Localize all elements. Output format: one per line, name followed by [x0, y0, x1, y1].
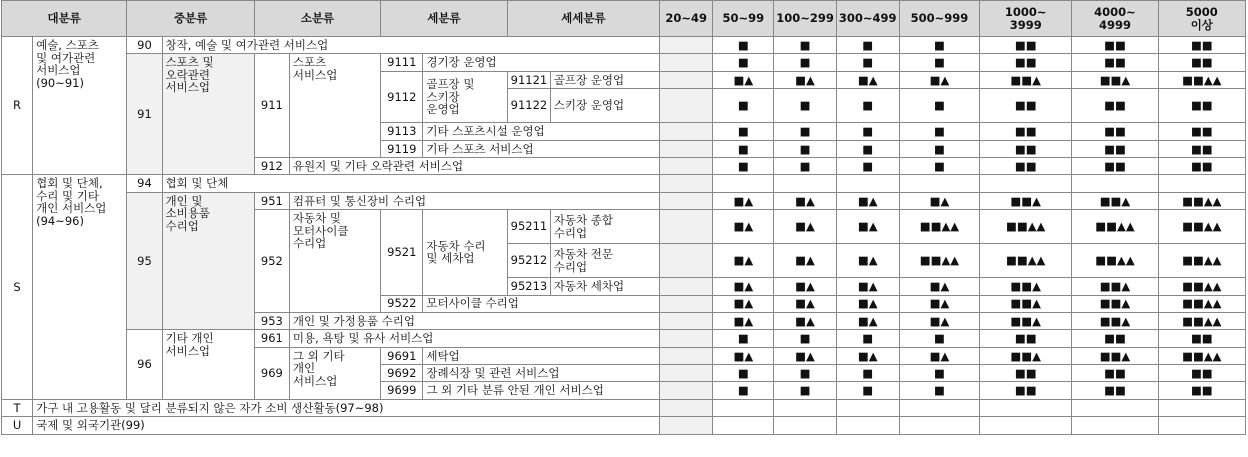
subdetail-label: 스키장 운영업: [550, 89, 659, 123]
detail-label: 장례식장 및 관련 서비스업: [423, 365, 660, 382]
size-mark-cell: ■: [836, 37, 899, 54]
size-mark-cell: ■: [899, 37, 979, 54]
size-mark-cell: [660, 192, 713, 209]
detail-label: 경기장 운영업: [423, 54, 660, 71]
size-mark-cell: [1158, 399, 1245, 416]
size-mark-cell: ■: [713, 330, 774, 347]
size-mark-cell: ■▲: [899, 192, 979, 209]
size-mark-cell: ■: [899, 54, 979, 71]
mid-label: 협회 및 단체: [162, 175, 660, 192]
size-mark-cell: ■: [836, 382, 899, 399]
size-mark-cell: [660, 399, 713, 416]
size-mark-cell: ■: [713, 54, 774, 71]
size-mark-cell: ■■▲: [1072, 71, 1158, 88]
size-mark-cell: ■: [836, 123, 899, 140]
detail-label: 골프장 및 스키장 운영업: [423, 71, 507, 122]
size-mark-cell: ■■▲▲: [899, 210, 979, 244]
size-mark-cell: ■■▲▲: [1072, 210, 1158, 244]
header-minor: 소분류: [254, 1, 380, 37]
section-label: 가구 내 고용활동 및 달리 분류되지 않은 자가 소비 생산활동(97~98): [33, 399, 660, 416]
size-mark-cell: [660, 71, 713, 88]
size-mark-cell: ■■▲: [980, 278, 1072, 295]
size-mark-cell: ■: [713, 89, 774, 123]
size-mark-cell: [660, 312, 713, 329]
detail-code: 9691: [381, 347, 423, 364]
size-mark-cell: ■: [899, 140, 979, 157]
size-mark-cell: ■▲: [836, 192, 899, 209]
size-mark-cell: ■■▲▲: [899, 244, 979, 278]
size-mark-cell: ■■: [1072, 37, 1158, 54]
size-mark-cell: ■■: [1158, 330, 1245, 347]
size-mark-cell: ■: [774, 157, 836, 174]
minor-label: 미용, 욕탕 및 유사 서비스업: [289, 330, 659, 347]
size-mark-cell: ■■▲: [1072, 312, 1158, 329]
minor-label: 그 외 기타 개인 서비스업: [289, 347, 380, 399]
size-mark-cell: [1072, 417, 1158, 434]
size-mark-cell: ■■▲: [1072, 295, 1158, 312]
size-mark-cell: ■■: [980, 157, 1072, 174]
mid-label: 기타 개인 서비스업: [162, 330, 254, 400]
size-mark-cell: ■▲: [899, 347, 979, 364]
size-mark-cell: ■▲: [899, 295, 979, 312]
size-mark-cell: ■■: [1158, 54, 1245, 71]
size-mark-cell: ■■: [1158, 382, 1245, 399]
size-mark-cell: ■▲: [713, 71, 774, 88]
size-mark-cell: ■■▲: [980, 347, 1072, 364]
subdetail-label: 자동차 세차업: [550, 278, 659, 295]
size-mark-cell: [660, 54, 713, 71]
size-mark-cell: ■: [836, 157, 899, 174]
size-mark-cell: [980, 399, 1072, 416]
section-code: S: [2, 175, 33, 400]
section-code: T: [2, 399, 33, 416]
size-mark-cell: ■▲: [774, 347, 836, 364]
size-mark-cell: [660, 210, 713, 244]
size-mark-cell: ■■: [980, 140, 1072, 157]
size-mark-cell: ■: [774, 54, 836, 71]
size-mark-cell: ■■▲: [980, 295, 1072, 312]
subdetail-code: 95213: [507, 278, 550, 295]
size-mark-cell: ■■▲▲: [1158, 71, 1245, 88]
size-mark-cell: [1158, 417, 1245, 434]
size-mark-cell: [1158, 175, 1245, 192]
detail-code: 9112: [381, 71, 423, 122]
detail-label: 모터사이클 수리업: [423, 295, 660, 312]
size-mark-cell: ■▲: [713, 210, 774, 244]
size-mark-cell: [660, 365, 713, 382]
size-mark-cell: [980, 175, 1072, 192]
size-mark-cell: ■■: [1158, 37, 1245, 54]
size-mark-cell: ■▲: [713, 312, 774, 329]
size-mark-cell: ■■▲▲: [1158, 210, 1245, 244]
header-size: 1000~ 3999: [980, 1, 1072, 37]
size-mark-cell: ■■▲▲: [1158, 295, 1245, 312]
size-mark-cell: [660, 244, 713, 278]
section-code: R: [2, 37, 33, 175]
size-mark-cell: [899, 399, 979, 416]
size-mark-cell: ■■: [1072, 365, 1158, 382]
size-mark-cell: ■■: [980, 365, 1072, 382]
subdetail-label: 자동차 전문 수리업: [550, 244, 659, 278]
size-mark-cell: ■■▲: [1072, 192, 1158, 209]
size-mark-cell: ■: [899, 157, 979, 174]
size-mark-cell: [660, 295, 713, 312]
minor-code: 953: [254, 312, 289, 329]
minor-code: 961: [254, 330, 289, 347]
header-mid: 중분류: [127, 1, 254, 37]
size-mark-cell: ■: [836, 140, 899, 157]
size-mark-cell: ■: [899, 89, 979, 123]
classification-table: [1, 0, 1246, 435]
detail-label: 기타 스포츠 서비스업: [423, 140, 660, 157]
size-mark-cell: ■▲: [774, 244, 836, 278]
size-mark-cell: ■▲: [899, 312, 979, 329]
header-size: 4000~ 4999: [1072, 1, 1158, 37]
size-mark-cell: [713, 175, 774, 192]
table-row: [2, 417, 1246, 434]
size-mark-cell: ■▲: [774, 312, 836, 329]
table-row: [2, 54, 1246, 71]
size-mark-cell: ■■: [1072, 330, 1158, 347]
size-mark-cell: ■▲: [774, 192, 836, 209]
minor-code: 911: [254, 54, 289, 158]
size-mark-cell: ■▲: [774, 295, 836, 312]
size-mark-cell: ■: [713, 382, 774, 399]
subdetail-code: 91122: [507, 89, 550, 123]
size-mark-cell: ■■▲▲: [1158, 347, 1245, 364]
size-mark-cell: ■▲: [774, 210, 836, 244]
detail-code: 9119: [381, 140, 423, 157]
size-mark-cell: ■■: [980, 54, 1072, 71]
detail-code: 9521: [381, 210, 423, 295]
size-mark-cell: ■▲: [836, 312, 899, 329]
size-mark-cell: ■▲: [836, 210, 899, 244]
size-mark-cell: ■■▲▲: [980, 210, 1072, 244]
size-mark-cell: ■: [713, 37, 774, 54]
mid-code: 91: [127, 54, 162, 175]
size-mark-cell: ■■: [1072, 89, 1158, 123]
size-mark-cell: [660, 417, 713, 434]
size-mark-cell: ■■: [980, 330, 1072, 347]
section-label: 협회 및 단체, 수리 및 기타 개인 서비스업 (94~96): [33, 175, 127, 400]
size-mark-cell: ■■: [1158, 157, 1245, 174]
size-mark-cell: ■▲: [713, 347, 774, 364]
minor-label: 자동차 및 모터사이클 수리업: [289, 210, 380, 313]
size-mark-cell: ■: [836, 89, 899, 123]
header-subdetail: 세세분류: [507, 1, 659, 37]
size-mark-cell: [660, 175, 713, 192]
header-size: 5000 이상: [1158, 1, 1245, 37]
subdetail-label: 자동차 종합 수리업: [550, 210, 659, 244]
size-mark-cell: ■: [836, 54, 899, 71]
size-mark-cell: ■▲: [899, 278, 979, 295]
table-row: [2, 175, 1246, 192]
size-mark-cell: [899, 417, 979, 434]
size-mark-cell: ■■▲▲: [1158, 192, 1245, 209]
size-mark-cell: [836, 399, 899, 416]
size-mark-cell: ■■: [1072, 54, 1158, 71]
subdetail-code: 95211: [507, 210, 550, 244]
size-mark-cell: [836, 175, 899, 192]
detail-label: 세탁업: [423, 347, 660, 364]
size-mark-cell: ■■▲▲: [1072, 244, 1158, 278]
size-mark-cell: [660, 347, 713, 364]
minor-label: 개인 및 가정용품 수리업: [289, 312, 659, 329]
detail-code: 9522: [381, 295, 423, 312]
minor-code: 969: [254, 347, 289, 399]
size-mark-cell: ■■: [1158, 140, 1245, 157]
size-mark-cell: [713, 399, 774, 416]
size-mark-cell: ■: [836, 365, 899, 382]
size-mark-cell: ■▲: [774, 71, 836, 88]
section-label: 국제 및 외국기관(99): [33, 417, 660, 434]
minor-code: 952: [254, 210, 289, 313]
section-code: U: [2, 417, 33, 434]
size-mark-cell: ■■▲: [1072, 347, 1158, 364]
size-mark-cell: ■■: [980, 89, 1072, 123]
header-major: 대분류: [2, 1, 127, 37]
section-label: 예술, 스포츠 및 여가관련 서비스업 (90~91): [33, 37, 127, 175]
size-mark-cell: ■■: [980, 123, 1072, 140]
size-mark-cell: [660, 37, 713, 54]
size-mark-cell: ■■▲▲: [1158, 312, 1245, 329]
subdetail-code: 91121: [507, 71, 550, 88]
header-size: 500~999: [899, 1, 979, 37]
minor-code: 912: [254, 157, 289, 174]
size-mark-cell: ■■▲▲: [1158, 278, 1245, 295]
detail-label: 기타 스포츠시설 운영업: [423, 123, 660, 140]
size-mark-cell: ■▲: [713, 295, 774, 312]
header-size: 300~499: [836, 1, 899, 37]
size-mark-cell: ■: [774, 123, 836, 140]
mid-label: 스포츠 및 오락관련 서비스업: [162, 54, 254, 175]
size-mark-cell: ■■▲: [980, 192, 1072, 209]
size-mark-cell: [660, 89, 713, 123]
size-mark-cell: [774, 175, 836, 192]
size-mark-cell: ■■: [1072, 382, 1158, 399]
size-mark-cell: ■: [899, 365, 979, 382]
size-mark-cell: ■▲: [713, 192, 774, 209]
size-mark-cell: ■▲: [836, 295, 899, 312]
size-mark-cell: ■: [899, 330, 979, 347]
minor-label: 스포츠 서비스업: [289, 54, 380, 158]
table-row: [2, 37, 1246, 54]
size-mark-cell: ■: [836, 330, 899, 347]
size-mark-cell: ■▲: [836, 71, 899, 88]
size-mark-cell: ■: [774, 365, 836, 382]
size-mark-cell: ■■▲: [1072, 278, 1158, 295]
minor-label: 컴퓨터 및 통신장비 수리업: [289, 192, 659, 209]
size-mark-cell: [660, 140, 713, 157]
size-mark-cell: ■: [899, 382, 979, 399]
size-mark-cell: ■■: [1072, 123, 1158, 140]
size-mark-cell: ■■: [1072, 140, 1158, 157]
header-size: 100~299: [774, 1, 836, 37]
size-mark-cell: ■: [774, 37, 836, 54]
size-mark-cell: [774, 399, 836, 416]
size-mark-cell: ■▲: [899, 71, 979, 88]
size-mark-cell: [713, 417, 774, 434]
size-mark-cell: ■▲: [836, 347, 899, 364]
size-mark-cell: [899, 175, 979, 192]
mid-label: 개인 및 소비용품 수리업: [162, 192, 254, 330]
mid-label: 창작, 예술 및 여가관련 서비스업: [162, 37, 660, 54]
subdetail-code: 95212: [507, 244, 550, 278]
detail-label: 자동차 수리 및 세차업: [423, 210, 507, 295]
table-row: [2, 192, 1246, 209]
size-mark-cell: [660, 278, 713, 295]
table-row: [2, 330, 1246, 347]
mid-code: 96: [127, 330, 162, 400]
size-mark-cell: ■▲: [713, 278, 774, 295]
size-mark-cell: [1072, 399, 1158, 416]
size-mark-cell: [660, 330, 713, 347]
size-mark-cell: [774, 417, 836, 434]
size-mark-cell: ■■▲: [980, 71, 1072, 88]
size-mark-cell: ■■: [1158, 89, 1245, 123]
mid-code: 90: [127, 37, 162, 54]
size-mark-cell: [660, 123, 713, 140]
size-mark-cell: ■▲: [713, 244, 774, 278]
detail-code: 9699: [381, 382, 423, 399]
detail-label: 그 외 기타 분류 안된 개인 서비스업: [423, 382, 660, 399]
header-size: 50~99: [713, 1, 774, 37]
size-mark-cell: [660, 382, 713, 399]
size-mark-cell: ■: [774, 382, 836, 399]
size-mark-cell: [980, 417, 1072, 434]
size-mark-cell: [1072, 175, 1158, 192]
size-mark-cell: ■: [713, 140, 774, 157]
size-mark-cell: ■: [713, 123, 774, 140]
size-mark-cell: ■■▲: [980, 312, 1072, 329]
mid-code: 95: [127, 192, 162, 330]
size-mark-cell: ■: [774, 330, 836, 347]
minor-code: 951: [254, 192, 289, 209]
size-mark-cell: ■■: [980, 37, 1072, 54]
size-mark-cell: ■: [774, 89, 836, 123]
size-mark-cell: ■■▲▲: [1158, 244, 1245, 278]
size-mark-cell: ■▲: [836, 244, 899, 278]
size-mark-cell: ■▲: [836, 278, 899, 295]
size-mark-cell: ■■: [980, 382, 1072, 399]
header-size: 20~49: [660, 1, 713, 37]
size-mark-cell: ■■: [1072, 157, 1158, 174]
table-row: [2, 399, 1246, 416]
size-mark-cell: ■▲: [774, 278, 836, 295]
size-mark-cell: [660, 157, 713, 174]
size-mark-cell: ■: [713, 365, 774, 382]
size-mark-cell: ■: [899, 123, 979, 140]
size-mark-cell: ■: [774, 140, 836, 157]
header-row: [2, 1, 1246, 37]
mid-code: 94: [127, 175, 162, 192]
size-mark-cell: ■■: [1158, 123, 1245, 140]
detail-code: 9692: [381, 365, 423, 382]
minor-label: 유원지 및 기타 오락관련 서비스업: [289, 157, 659, 174]
detail-code: 9113: [381, 123, 423, 140]
subdetail-label: 골프장 운영업: [550, 71, 659, 88]
size-mark-cell: [836, 417, 899, 434]
size-mark-cell: ■: [713, 157, 774, 174]
header-detail: 세분류: [381, 1, 507, 37]
size-mark-cell: ■■: [1158, 365, 1245, 382]
size-mark-cell: ■■▲▲: [980, 244, 1072, 278]
detail-code: 9111: [381, 54, 423, 71]
